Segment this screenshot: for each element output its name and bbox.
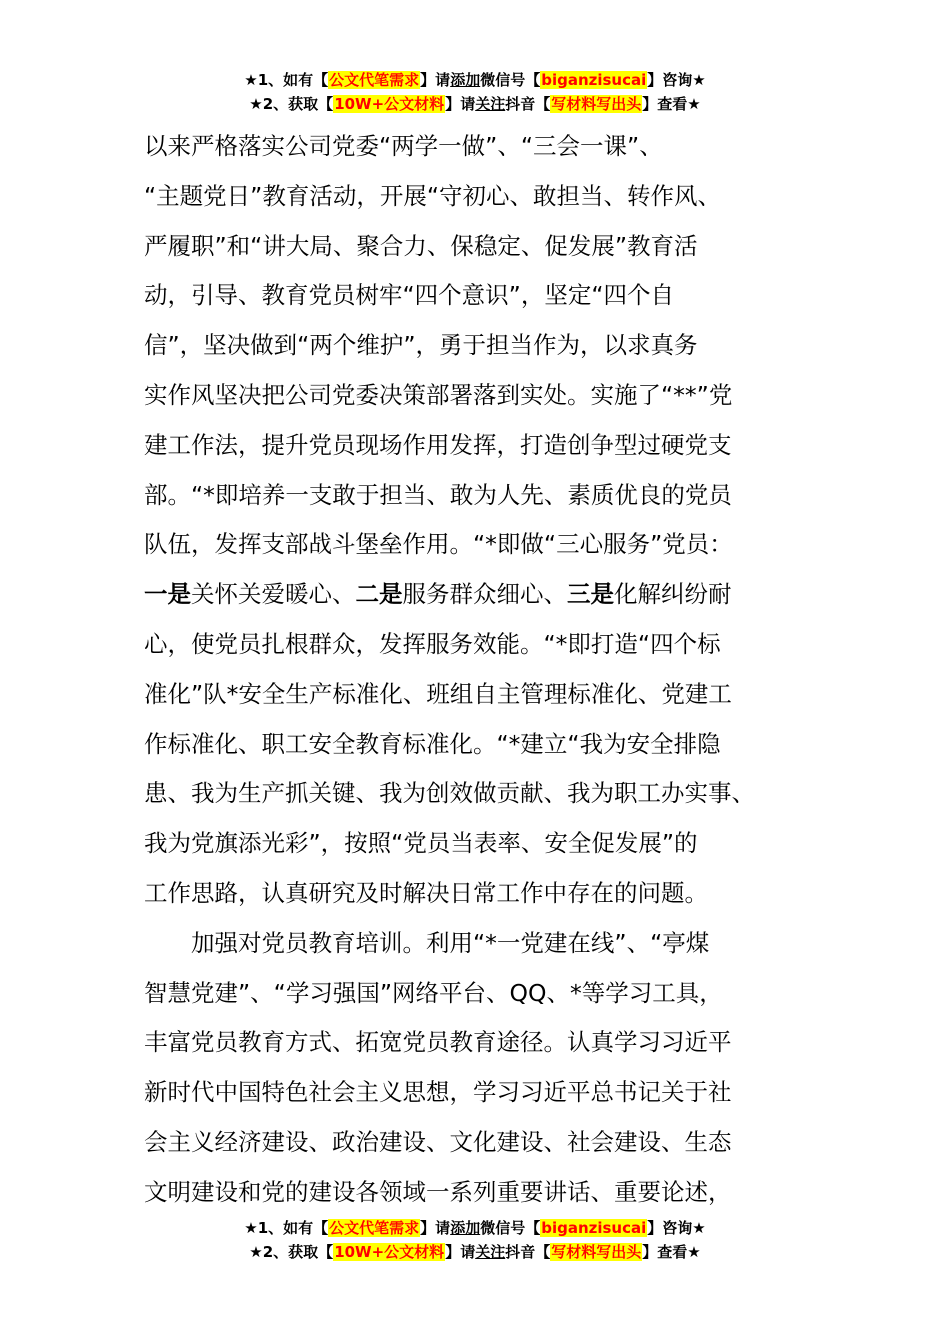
text-run: 关怀关爱暖心、 bbox=[191, 580, 356, 609]
banner-highlight: 公文代笔需求 bbox=[329, 1219, 420, 1237]
banner-text: 】查看★ bbox=[642, 1243, 701, 1261]
text-line: 准化”队*安全生产标准化、班组自主管理标准化、党建工 bbox=[144, 679, 732, 708]
banner-highlight: 公文代笔需求 bbox=[329, 71, 420, 89]
text-line: 新时代中国特色社会主义思想，学习习近平总书记关于社 bbox=[144, 1078, 732, 1107]
banner-text: 】查看★ bbox=[642, 95, 701, 113]
text-line: 以来严格落实公司党委“两学一做”、“三会一课”、 bbox=[144, 132, 663, 160]
banner-highlight: 10W+公文材料 bbox=[334, 1243, 445, 1261]
text-line: “主题党日”教育活动，开展“守初心、敢担当、转作风、 bbox=[144, 181, 722, 210]
banner-line-2 bbox=[0, 92, 950, 116]
banner-text: 】请 bbox=[420, 71, 451, 89]
header-banner bbox=[0, 68, 950, 116]
text-line: 患、我为生产抓关键、我为创效做贡献、我为职工办实事、 bbox=[144, 779, 755, 808]
text-line: 队伍，发挥支部战斗堡垒作用。“*即做“三心服务”党员： bbox=[144, 530, 733, 559]
bold-marker: 一是 bbox=[144, 580, 191, 609]
document-body bbox=[144, 122, 824, 1218]
banner-text: 微信号【 bbox=[480, 71, 541, 89]
banner-line-1 bbox=[0, 68, 950, 92]
banner-line-2 bbox=[0, 1240, 950, 1264]
banner-text: 微信号【 bbox=[480, 1219, 541, 1237]
text-line: 建工作法，提升党员现场作用发挥，打造创争型过硬党支 bbox=[144, 430, 732, 459]
banner-highlight: 10W+公文材料 bbox=[334, 95, 445, 113]
banner-underline: 添加 bbox=[450, 71, 481, 89]
banner-highlight: 写材料写出头 bbox=[551, 1243, 642, 1261]
text-line: 我为党旗添光彩”，按照“党员当表率、安全促发展”的 bbox=[144, 829, 698, 858]
text-line: 信”，坚决做到“两个维护”，勇于担当作为，以求真务 bbox=[144, 331, 698, 360]
banner-highlight: 写材料写出头 bbox=[551, 95, 642, 113]
banner-text: 】请 bbox=[420, 1219, 451, 1237]
banner-text: ★2、获取【 bbox=[249, 95, 334, 113]
text-line: 动，引导、教育党员树牢“四个意识”，坚定“四个自 bbox=[144, 281, 675, 310]
text-line: 实作风坚决把公司党委决策部署落到实处。实施了“**”党 bbox=[144, 380, 733, 409]
paragraph-start-line: 加强对党员教育培训。利用“*一党建在线”、“亭煤 bbox=[191, 928, 710, 957]
banner-text: 抖音【 bbox=[505, 1243, 551, 1261]
banner-text: ★1、如有【 bbox=[244, 1219, 329, 1237]
text-line: 作标准化、职工安全教育标准化。“*建立“我为安全排隐 bbox=[144, 729, 721, 758]
banner-underline: 关注 bbox=[475, 95, 506, 113]
banner-text: 】请 bbox=[445, 95, 476, 113]
text-line: 工作思路，认真研究及时解决日常工作中存在的问题。 bbox=[144, 878, 708, 907]
text-line-emphasis bbox=[144, 570, 824, 620]
banner-text: 抖音【 bbox=[505, 95, 551, 113]
text-line: 智慧党建”、“学习强国”网络平台、QQ、*等学习工具， bbox=[144, 978, 723, 1007]
text-line: 部。“*即培养一支敢于担当、敢为人先、素质优良的党员 bbox=[144, 480, 732, 509]
text-line: 严履职”和“讲大局、聚合力、保稳定、促发展”教育活 bbox=[144, 231, 698, 260]
banner-text: ★1、如有【 bbox=[244, 71, 329, 89]
banner-text: 】咨询★ bbox=[647, 71, 706, 89]
banner-text: 】咨询★ bbox=[647, 1219, 706, 1237]
banner-line-1 bbox=[0, 1216, 950, 1240]
text-line: 会主义经济建设、政治建设、文化建设、社会建设、生态 bbox=[144, 1127, 732, 1156]
text-line: 心，使党员扎根群众，发挥服务效能。“*即打造“四个标 bbox=[144, 629, 721, 658]
text-run: 服务群众细心、 bbox=[402, 580, 567, 609]
banner-text: ★2、获取【 bbox=[249, 1243, 334, 1261]
bold-marker: 三是 bbox=[567, 580, 614, 609]
text-line: 丰富党员教育方式、拓宽党员教育途径。认真学习习近平 bbox=[144, 1028, 732, 1057]
banner-highlight: biganzisucai bbox=[541, 71, 647, 89]
bold-marker: 二是 bbox=[355, 580, 403, 609]
text-line: 文明建设和党的建设各领域一系列重要讲话、重要论述， bbox=[144, 1177, 732, 1206]
banner-underline: 关注 bbox=[475, 1243, 506, 1261]
text-run: 化解纠纷耐 bbox=[614, 580, 732, 609]
banner-underline: 添加 bbox=[450, 1219, 481, 1237]
footer-banner bbox=[0, 1216, 950, 1264]
banner-highlight: biganzisucai bbox=[541, 1219, 647, 1237]
banner-text: 】请 bbox=[445, 1243, 476, 1261]
